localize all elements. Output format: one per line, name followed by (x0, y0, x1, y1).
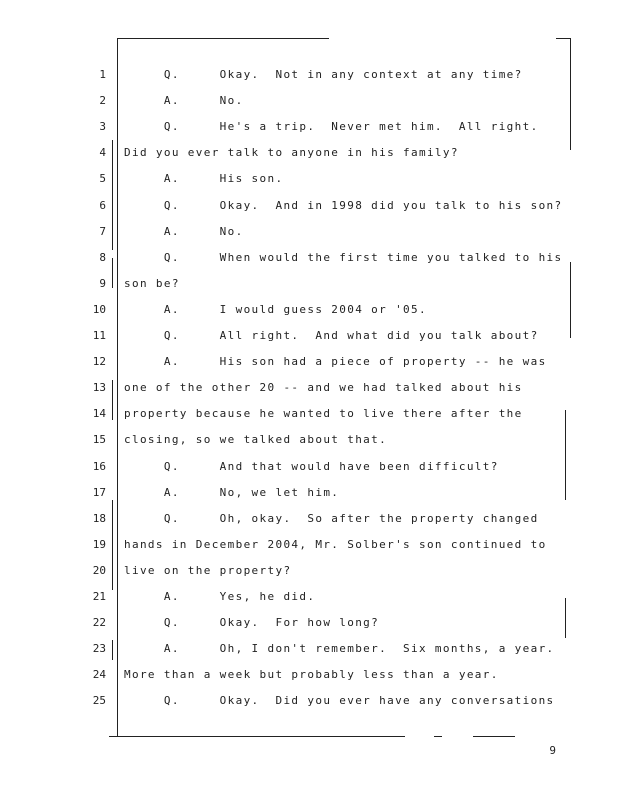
bottom-border (473, 736, 515, 737)
transcript-line (0, 297, 618, 323)
transcript-line (0, 480, 618, 506)
line-text: one of the other 20 -- and we had talked about his (124, 381, 523, 395)
line-number: 4 (99, 146, 106, 160)
top-border (117, 38, 329, 39)
line-text: Q. He's a trip. Never met him. All right. (124, 120, 539, 134)
bottom-border (434, 736, 442, 737)
line-number: 7 (99, 224, 106, 238)
line-number: 19 (92, 537, 106, 551)
line-number: 9 (99, 276, 106, 290)
line-text: Did you ever talk to anyone in his family? (124, 146, 459, 160)
transcript-line (0, 323, 618, 349)
transcript-line (0, 245, 618, 271)
line-text: hands in December 2004, Mr. Solber's son continued to (124, 537, 547, 551)
line-number: 6 (99, 198, 106, 212)
transcript-line (0, 114, 618, 140)
transcript-line (0, 662, 618, 688)
line-text: Q. Okay. Did you ever have any conversations (124, 694, 555, 708)
page-number: 9 (549, 744, 556, 757)
line-text: A. Oh, I don't remember. Six months, a year. (124, 642, 555, 656)
line-number: 20 (92, 563, 106, 577)
line-text: A. No. (124, 224, 244, 238)
line-number: 23 (92, 642, 106, 656)
line-number: 5 (99, 172, 106, 186)
line-text: Q. Oh, okay. So after the property changed (124, 511, 539, 525)
corner-bracket (556, 38, 570, 39)
line-number: 2 (99, 94, 106, 108)
transcript-line (0, 558, 618, 584)
transcript-line (0, 166, 618, 192)
line-number: 11 (92, 329, 106, 342)
line-text: A. His son had a piece of property -- he was (124, 355, 547, 369)
line-number: 18 (92, 511, 106, 525)
transcript-line (0, 454, 618, 480)
line-number: 14 (92, 407, 106, 421)
line-number: 1 (99, 68, 106, 81)
line-text: Q. When would the first time you talked to his (124, 250, 563, 264)
line-text: Q. Okay. For how long? (124, 616, 380, 630)
transcript-line (0, 349, 618, 375)
transcript-line (0, 375, 618, 401)
line-text: Q. Okay. And in 1998 did you talk to his son? (124, 198, 563, 212)
transcript-line (0, 219, 618, 245)
line-text: Q. And that would have been difficult? (124, 459, 499, 473)
line-text: More than a week but probably less than a year. (124, 668, 499, 682)
transcript-line (0, 193, 618, 219)
transcript-line (0, 140, 618, 166)
line-number: 21 (92, 590, 106, 603)
transcript-line (0, 427, 618, 453)
line-text: closing, so we talked about that. (124, 433, 388, 447)
line-text: son be? (124, 276, 180, 290)
line-text: Q. All right. And what did you talk about? (124, 329, 539, 342)
line-text: live on the property? (124, 563, 292, 577)
transcript-line (0, 636, 618, 662)
line-number: 15 (92, 433, 106, 447)
transcript-line (0, 584, 618, 610)
line-number: 25 (92, 694, 106, 708)
transcript-line (0, 688, 618, 714)
transcript-line (0, 610, 618, 636)
transcript-line (0, 271, 618, 297)
transcript-line (0, 88, 618, 114)
line-text: A. Yes, he did. (124, 590, 316, 603)
transcript-line (0, 532, 618, 558)
line-number: 12 (92, 355, 106, 369)
line-text: property because he wanted to live there after the (124, 407, 523, 421)
line-number: 13 (92, 381, 106, 395)
line-number: 16 (92, 459, 106, 473)
line-number: 24 (92, 668, 106, 682)
line-text: Q. Okay. Not in any context at any time? (124, 68, 523, 81)
line-number: 8 (99, 250, 106, 264)
line-number: 17 (92, 485, 106, 499)
line-text: A. His son. (124, 172, 284, 186)
line-number: 22 (92, 616, 106, 630)
transcript-line (0, 506, 618, 532)
line-number: 3 (99, 120, 106, 134)
transcript-line (0, 401, 618, 427)
bottom-border (109, 736, 405, 737)
line-number: 10 (92, 302, 106, 316)
line-text: A. No, we let him. (124, 485, 340, 499)
line-text: A. No. (124, 94, 244, 108)
transcript-line (0, 62, 618, 88)
line-text: A. I would guess 2004 or '05. (124, 302, 427, 316)
